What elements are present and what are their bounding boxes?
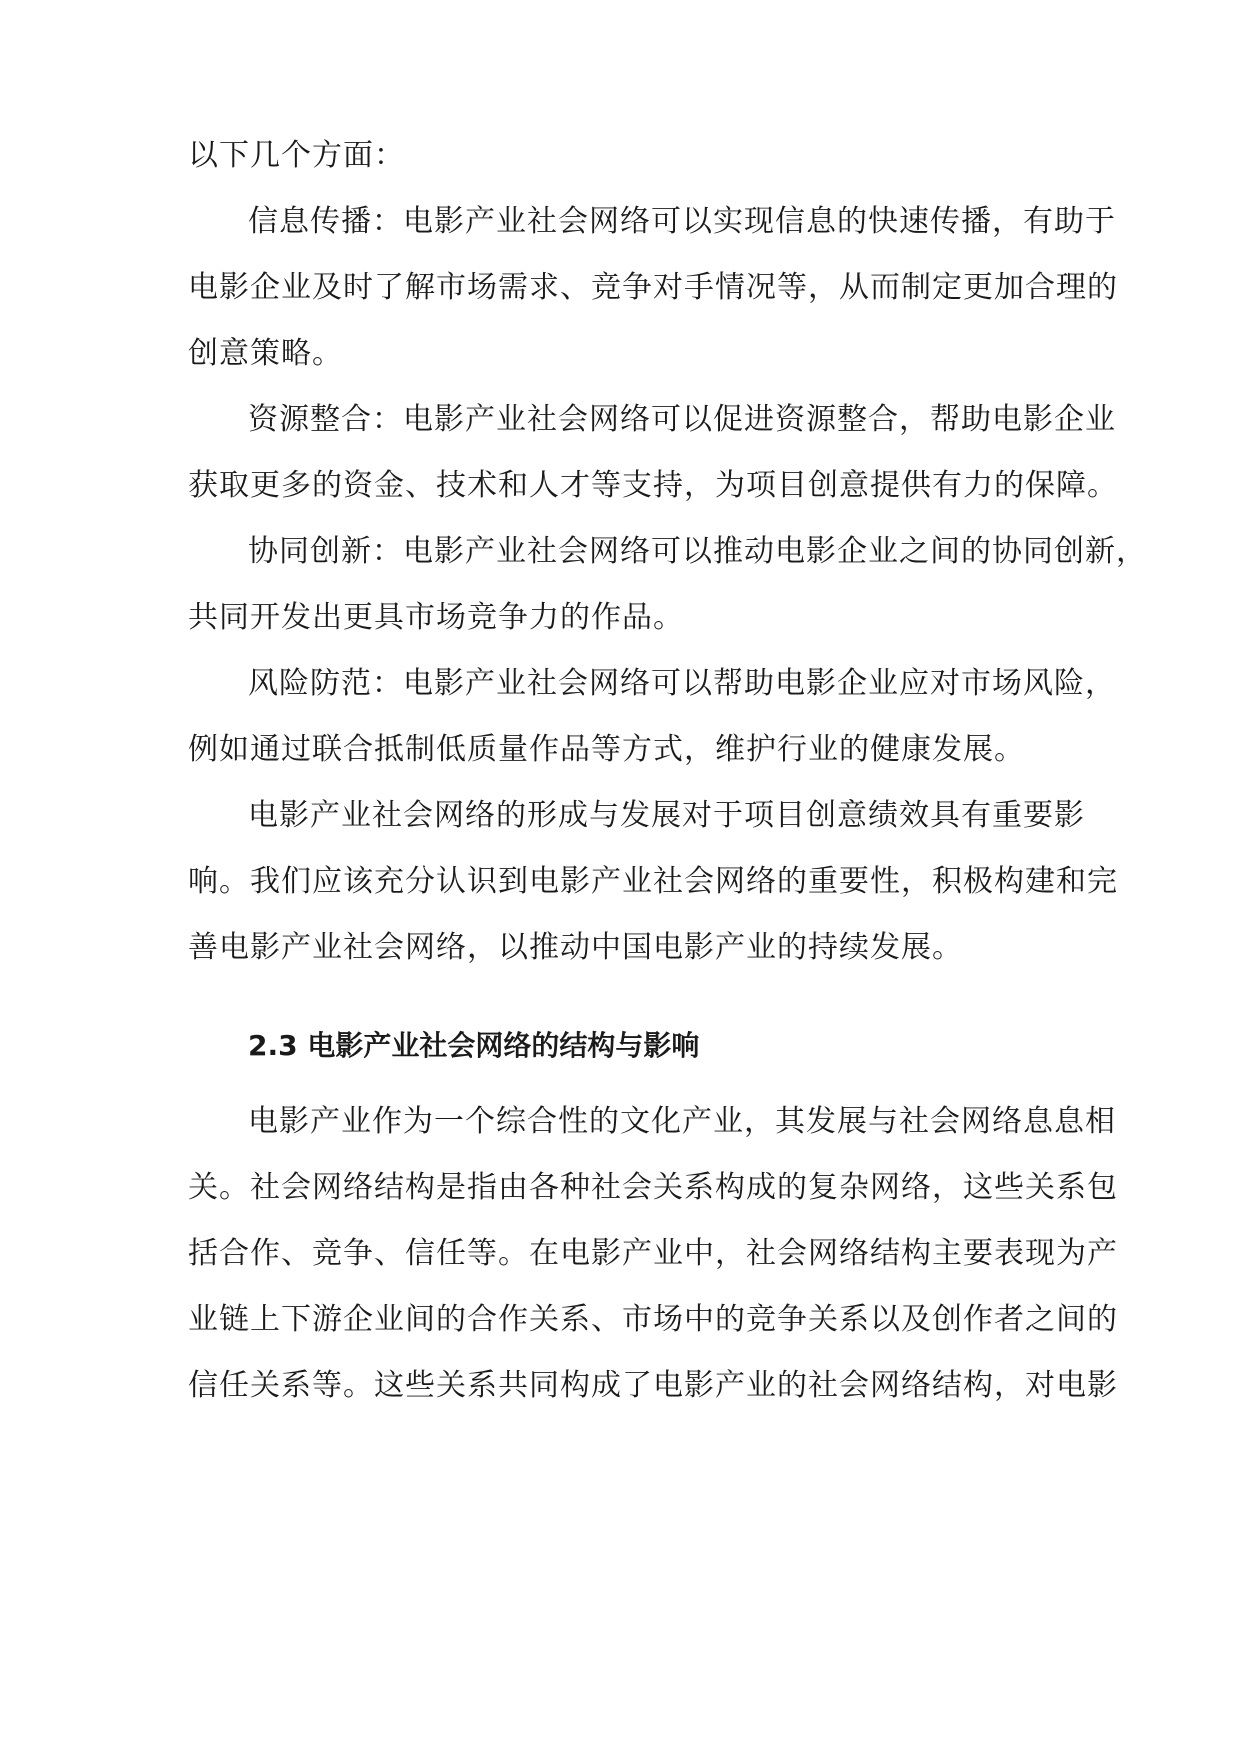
text-line: 业链上下游企业间的合作关系、市场中的竞争关系以及创作者之间的 [188,1302,1118,1337]
text-line: 例如通过联合抵制低质量作品等方式，维护行业的健康发展。 [188,732,1025,767]
paragraph-info-spread: 信息传播：电影产业社会网络可以实现信息的快速传播，有助于 [248,204,1116,239]
text-line: 善电影产业社会网络，以推动中国电影产业的持续发展。 [188,930,963,965]
paragraph-risk-prevention: 风险防范：电影产业社会网络可以帮助电影企业应对市场风险， [248,666,1116,701]
paragraph-section-intro: 电影产业作为一个综合性的文化产业，其发展与社会网络息息相 [248,1104,1116,1139]
text-line: 电影企业及时了解市场需求、竞争对手情况等，从而制定更加合理的 [188,270,1118,305]
text-line: 信任关系等。这些关系共同构成了电影产业的社会网络结构，对电影 [188,1368,1118,1403]
text-line: 以下几个方面： [188,138,405,173]
text-line: 关。社会网络结构是指由各种社会关系构成的复杂网络，这些关系包 [188,1170,1118,1205]
text-line: 括合作、竞争、信任等。在电影产业中，社会网络结构主要表现为产 [188,1236,1118,1271]
paragraph-resource-integration: 资源整合：电影产业社会网络可以促进资源整合，帮助电影企业 [248,402,1116,437]
text-line: 共同开发出更具市场竞争力的作品。 [188,600,684,635]
text-line: 响。我们应该充分认识到电影产业社会网络的重要性，积极构建和完 [188,864,1118,899]
section-heading: 2.3 电影产业社会网络的结构与影响 [248,1029,700,1062]
text-line: 获取更多的资金、技术和人才等支持，为项目创意提供有力的保障。 [188,468,1118,503]
paragraph-conclusion: 电影产业社会网络的形成与发展对于项目创意绩效具有重要影 [248,798,1085,833]
paragraph-collaborative-innovation: 协同创新：电影产业社会网络可以推动电影企业之间的协同创新， [248,534,1147,569]
text-line: 创意策略。 [188,336,343,371]
